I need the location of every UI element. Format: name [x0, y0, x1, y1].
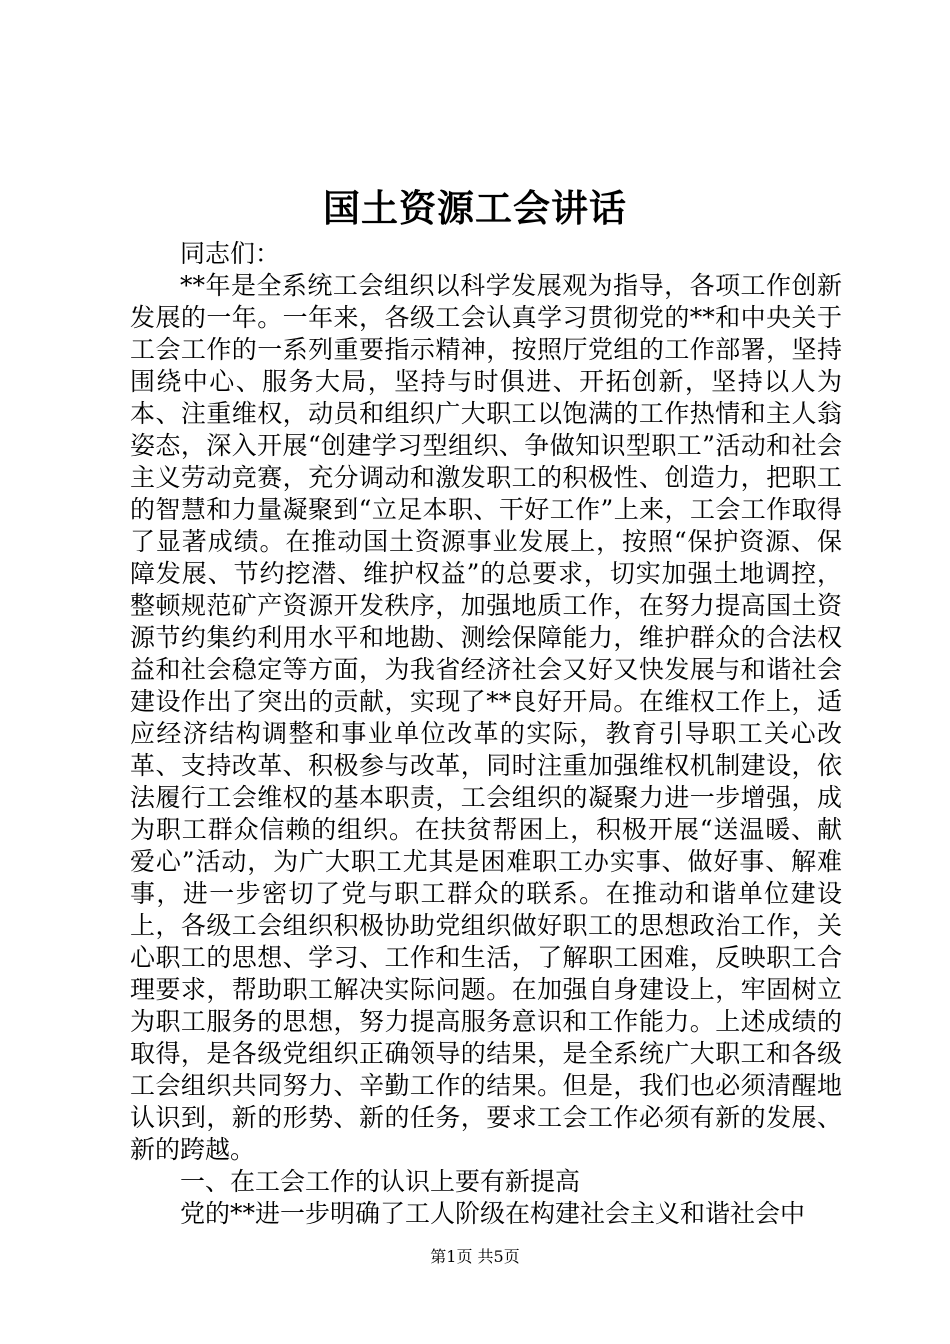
salutation: 同志们： — [180, 239, 281, 268]
document-title: 国土资源工会讲话 — [323, 186, 627, 230]
paragraph-2: 党的**进一步明确了工人阶级在构建社会主义和谐社会中 — [180, 1199, 806, 1228]
section-heading-1: 一、在工会工作的认识上要有新提高 — [180, 1167, 581, 1196]
paragraph-1: **年是全系统工会组织以科学发展观为指导，各项工作创新发展的一年。一年来，各级工会认真学习贯彻党的**和中央关于工会工作的一系列重要指示精神，按照厅党组的工作部署，坚持围绕中心、服务大局，坚持与时俱进、开拓创新，坚持以人为本、注重维权，动员和组织广大职工以饱满的工作热情和主人翁姿态，深入开展“创建学习型组织、争做知识型职工”活动和社会主义劳动竞赛，充分调动和激发职工的积极性、创造力，把职工的智慧和力量凝聚到“立足本职、干好工作”上来，工会工作取得了显著成绩。在推动国土资源事业发展上，按照“保护资源、保障发展、节约挖潜、维护权益”的总要求，切实加强土地调控，整顿规范矿产资源开发秩序，加强地质工作，在努力提高国土资源节约集约利用水平和地勘、测绘保障能力，维护群众的合法权益和社会稳定等方面，为我省经济社会又好又快发展与和谐社会建设作出了突出的贡献，实现了**良好开局。在维权工作上，适应经济结构调整和事业单位改革的实际，教育引导职工关心改革、支持改革、积极参与改革，同时注重加强维权机制建设，依法履行工会维权的基本职责，工会组织的凝聚力进一步增强，成为职工群众信赖的组织。在扶贫帮困上，积极开展“送温暖、献爱心”活动，为广大职工尤其是困难职工办实事、做好事、解难事，进一步密切了党与职工群众的联系。在推动和谐单位建设上，各级工会组织积极协助党组织做好职工的思想政治工作，关心职工的思想、学习、工作和生活，了解职工困难，反映职工合理要求，帮助职工解决实际问题。在加强自身建设上，牢固树立为职工服务的思想，努力提高服务意识和工作能力。上述成绩的取得，是各级党组织正确领导的结果，是全系统广大职工和各级工会组织共同努力、辛勤工作的结果。但是，我们也必须清醒地认识到，新的形势、新的任务，要求工会工作必须有新的发展、新的跨越。 — [130, 271, 842, 1164]
document-body — [130, 238, 842, 1230]
page-footer: 第1页 共5页 — [430, 1247, 520, 1266]
